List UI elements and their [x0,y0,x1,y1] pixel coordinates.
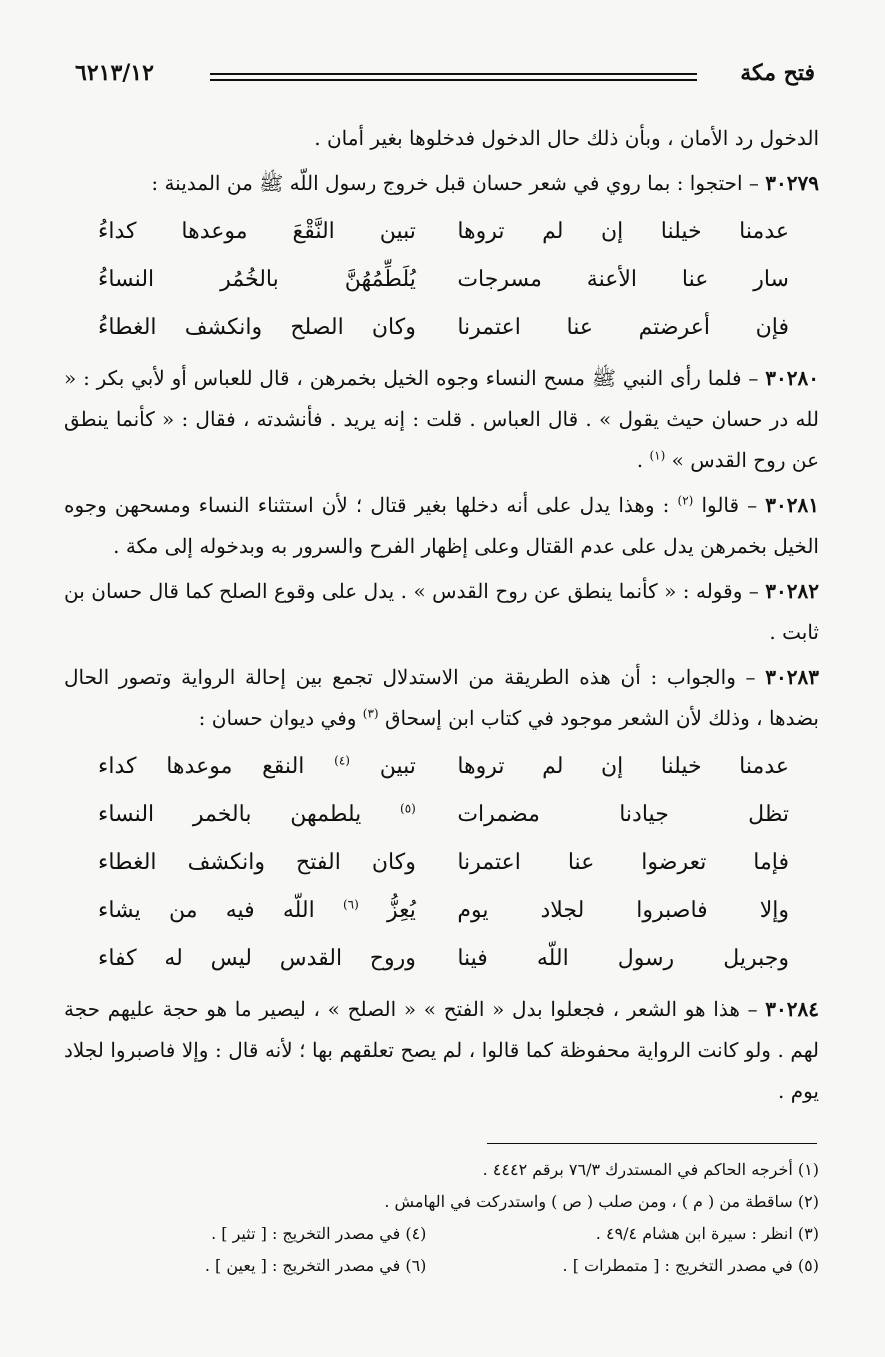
verse-first-hemistich: سار عنا الأعنة مسرجات [457,267,789,292]
verse [98,935,789,983]
verse-second-hemistich: وروح القدس ليس له كفاء [98,946,416,971]
verse-second-hemistich: وكان الفتح وانكشف الغطاء [98,850,416,875]
verse-second-hemistich [98,791,416,839]
verse-second-hemistich: يُلَطِّمُهُنَّ بالخُمُر النساءُ [98,267,416,292]
paragraph-number: ٣٠٢٨٤ [765,997,819,1021]
page-number: ٦٢١٣/١٢ [75,60,154,86]
paragraph-30282 [64,571,819,653]
verse-first-hemistich: عدمنا خيلنا إن لم تروها [457,219,789,244]
paragraph-number: ٣٠٢٨٢ [765,579,819,603]
intro-paragraph: الدخول رد الأمان ، وبأن ذلك حال الدخول فدخلوها بغير أمان . [314,126,819,150]
paragraph-number: ٣٠٢٨١ [765,493,819,517]
header-rule [210,73,697,81]
footnote-row [64,1218,819,1250]
footnote-ref[interactable]: (٢) [677,493,694,508]
verse-first-hemistich: فإما تعرضوا عنا اعتمرنا [457,850,789,875]
verse [98,743,789,791]
verse [98,304,789,352]
footnote-row [64,1250,819,1282]
footnote-ref[interactable]: (٤) [334,753,350,768]
footnote-1: (١) أخرجه الحاكم في المستدرك ٧٦/٣ برقم ٤٤٤٢ . [482,1160,819,1179]
paragraph-text: – هذا هو الشعر ، فجعلوا بدل « الفتح » « الصلح » ، ليصير ما هو حجة عليهم حجة لهم . ولو كانت الرواية محفوظة كما قالوا ، لم يصح تعلقهم بها ؛ لأنه قال : وإلا فاصبروا لجلاد يوم . [64,997,819,1103]
footnote-ref[interactable]: (٣) [362,706,379,721]
verse-second-hemistich [98,743,416,791]
verse [98,208,789,256]
verse-first-hemistich: وإلا فاصبروا لجلاد يوم [457,898,789,923]
paragraph-text: – احتجوا : بما روي في شعر حسان قبل خروج رسول اللّه ﷺ من المدينة : [151,171,766,195]
hemistich-text: النقع موعدها كداء [98,754,335,779]
footnote-separator [487,1143,817,1144]
hemistich-text: يُعِزُّ [358,898,416,923]
footnotes [64,1154,819,1282]
page-body [64,118,819,1116]
paragraph-30281 [64,485,819,567]
verse-second-hemistich: تبين النَّقْعَ موعدها كداءُ [98,219,416,244]
paragraph-number: ٣٠٢٧٩ [765,171,819,195]
hemistich-text: تبين [349,754,416,779]
chapter-title: فتح مكة [740,60,815,86]
footnote-ref[interactable]: (١) [649,448,666,463]
hemistich-text: اللّه فيه من يشاء [98,898,343,923]
verse [98,887,789,935]
paragraph-text: – والجواب : أن هذه الطريقة من الاستدلال تجمع بين إحالة الرواية وتصور الحال بضدها ، وذلك لأن الشعر موجود في كتاب ابن إسحاق [64,665,819,730]
paragraph-prefix: – قالوا [693,493,766,517]
paragraph-end: وفي ديوان حسان : [198,706,363,730]
paragraph-30279 [64,163,819,204]
footnote-ref[interactable]: (٥) [400,801,416,816]
verse-second-hemistich: وكان الصلح وانكشف الغطاءُ [98,315,416,340]
footnote-row [64,1186,819,1218]
paragraph-text: : وهذا يدل على أنه دخلها بغير قتال ؛ لأن استثناء النساء ومسحهن وجوه الخيل بخمرهن يدل على عدم القتال وعلى إظهار الفرح والسرور به وبدخوله إلى مكة . [64,493,819,558]
verse [98,839,789,887]
verse-first-hemistich: فإن أعرضتم عنا اعتمرنا [457,315,789,340]
poem-second [64,743,819,983]
footnote-ref[interactable]: (٦) [342,897,359,912]
paragraph-text: – فلما رأى النبي ﷺ مسح النساء وجوه الخيل بخمرهن ، قال للعباس أو لأبي بكر : « لله در حسان حيث يقول » . قال العباس . قلت : إنه يريد . فأنشدته ، فقال : « كأنما ينطق عن روح القدس » [64,366,819,472]
footnote-4: (٤) في مصدر التخريج : [ تثير ] . [211,1224,427,1243]
paragraph-end: . [636,448,650,472]
footnote-5: (٥) في مصدر التخريج : [ متمطرات ] . [562,1256,819,1275]
verse [98,256,789,304]
poem-first [64,208,819,352]
verse-first-hemistich: وجبريل رسول اللّه فينا [457,946,789,971]
footnote-6: (٦) في مصدر التخريج : [ يعين ] . [204,1256,427,1275]
verse [98,791,789,839]
paragraph-30283 [64,657,819,739]
verse-first-hemistich: عدمنا خيلنا إن لم تروها [457,754,789,779]
hemistich-text: يلطمهن بالخمر النساء [98,802,401,827]
verse-second-hemistich [98,887,416,935]
page-header [75,60,815,94]
footnote-3: (٣) انظر : سيرة ابن هشام ٤٩/٤ . [595,1224,819,1243]
paragraph-number: ٣٠٢٨٣ [765,665,819,689]
footnote-2: (٢) ساقطة من ( م ) ، ومن صلب ( ص ) واستدركت في الهامش . [384,1192,819,1211]
paragraph-30284 [64,989,819,1112]
paragraph-30280 [64,358,819,481]
paragraph-number: ٣٠٢٨٠ [765,366,819,390]
verse-first-hemistich: تظل جيادنا مضمرات [457,802,789,827]
paragraph-text: – وقوله : « كأنما ينطق عن روح القدس » . يدل على وقوع الصلح كما قال حسان بن ثابت . [64,579,819,644]
footnote-row [64,1154,819,1186]
